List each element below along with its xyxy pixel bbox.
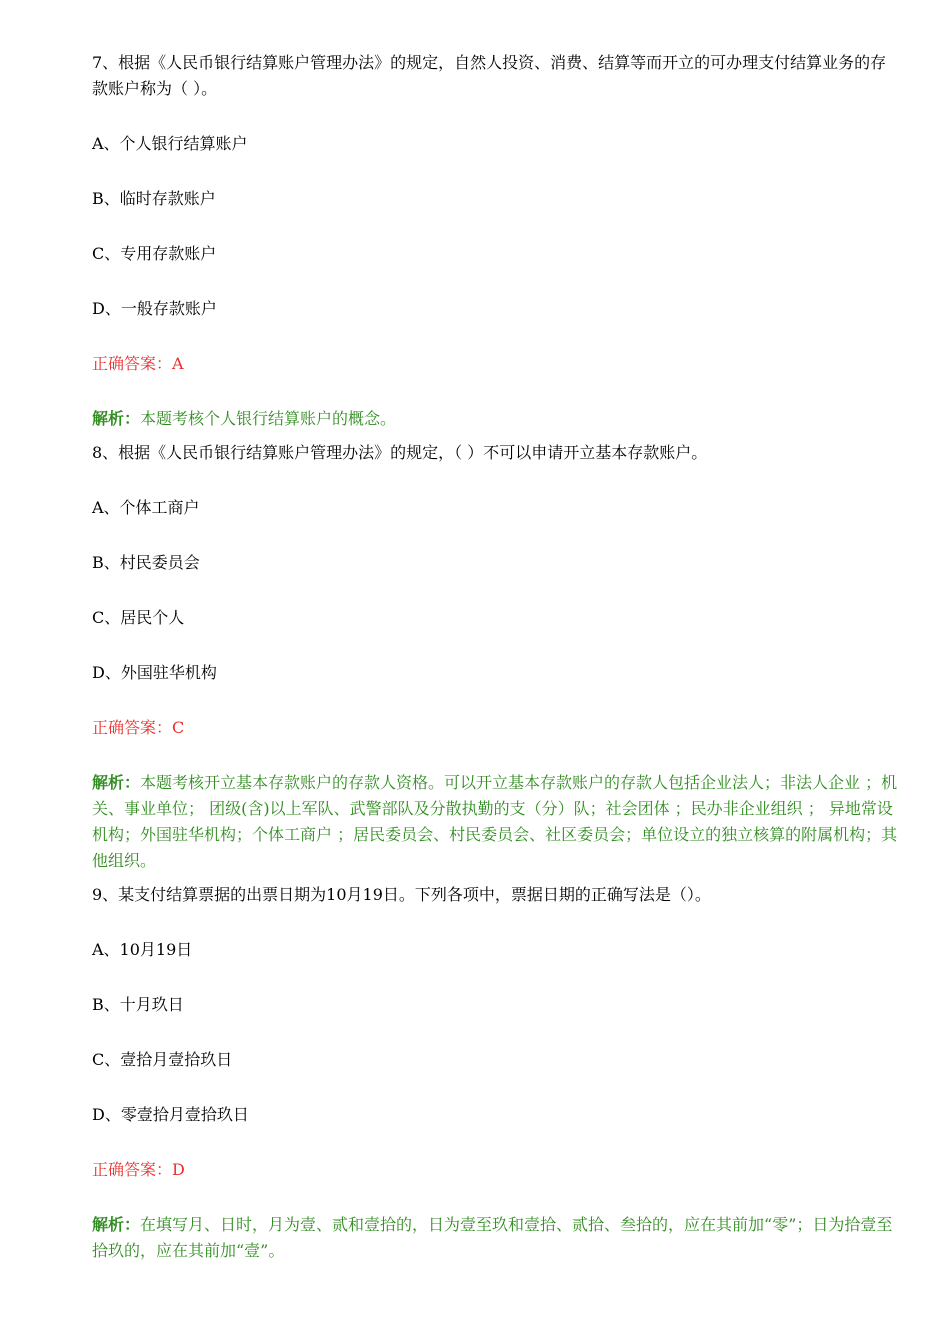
analysis-text: 本题考核个人银行结算账户的概念。 (140, 409, 397, 428)
option-b: B、十月玖日 (92, 995, 184, 1014)
question-7 (92, 50, 898, 432)
option-b: B、村民委员会 (92, 553, 200, 572)
correct-answer: 正确答案：D (92, 1160, 185, 1179)
analysis (92, 770, 898, 874)
option-c: C、专用存款账户 (92, 244, 217, 263)
question-stem: 9、某支付结算票据的出票日期为10月19日。下列各项中，票据日期的正确写法是（）。 (92, 885, 711, 904)
correct-answer: 正确答案：C (92, 718, 185, 737)
question-stem: 7、根据《人民币银行结算账户管理办法》的规定，自然人投资、消费、结算等而开立的可办理支付结算业务的存款账户称为（ ）。 (92, 53, 887, 98)
analysis-text: 本题考核开立基本存款账户的存款人资格。可以开立基本存款账户的存款人包括企业法人；非法人企业 ；机关、事业单位； 团级(含)以上军队、武警部队及分散执勤的支（分）队；社会团体 ；民办非企业组织 ； 异地常设机构；外国驻华机构；个体工商户 ；居民委员会、村民委员会、社区委员会；单位设立的独立核算的附属机构；其他组织。 (92, 773, 898, 870)
option-a: A、10月19日 (92, 940, 193, 959)
analysis (92, 406, 898, 432)
option-a: A、个人银行结算账户 (92, 134, 248, 153)
question-9 (92, 882, 898, 1264)
option-c: C、居民个人 (92, 608, 185, 627)
analysis-label: 解析： (92, 773, 141, 792)
option-d: D、零壹拾月壹拾玖日 (92, 1105, 249, 1124)
analysis-label: 解析： (92, 1215, 141, 1234)
analysis (92, 1212, 898, 1264)
question-stem: 8、根据《人民币银行结算账户管理办法》的规定，（ ）不可以申请开立基本存款账户。 (92, 443, 708, 462)
document-page (92, 50, 898, 1264)
option-d: D、一般存款账户 (92, 299, 217, 318)
option-d: D、外国驻华机构 (92, 663, 217, 682)
analysis-label: 解析： (92, 409, 141, 428)
option-a: A、个体工商户 (92, 498, 200, 517)
analysis-text: 在填写月、日时，月为壹、贰和壹拾的，日为壹至玖和壹拾、贰拾、叁拾的，应在其前加“零”；日为拾壹至拾玖的，应在其前加“壹”。 (92, 1215, 893, 1260)
option-c: C、壹拾月壹拾玖日 (92, 1050, 233, 1069)
question-8 (92, 440, 898, 874)
option-b: B、临时存款账户 (92, 189, 216, 208)
correct-answer: 正确答案：A (92, 354, 184, 373)
